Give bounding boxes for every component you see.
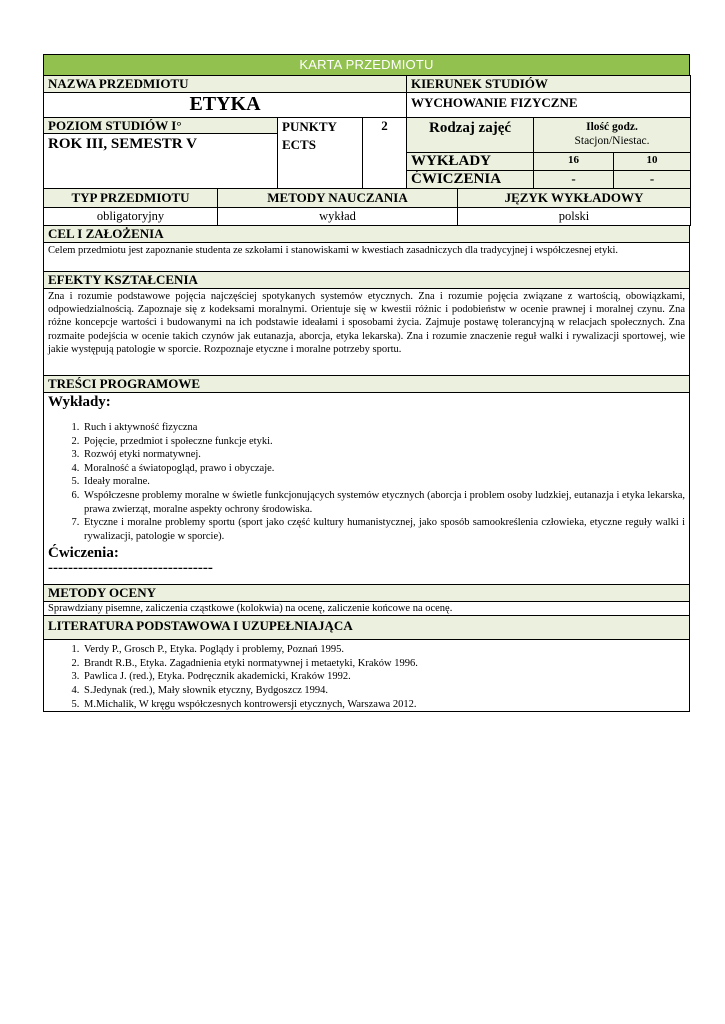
lecture-list <box>48 421 685 543</box>
literature-body <box>44 640 690 712</box>
type-value: obligatoryjny <box>44 207 218 225</box>
exercises-stationary: - <box>534 171 614 189</box>
course-info-table <box>43 75 691 189</box>
hours-sub: Stacjon/Niestac. <box>574 135 650 147</box>
subject-name-label: NAZWA PRZEDMIOTU <box>44 76 407 93</box>
methods-value: wykład <box>218 207 458 225</box>
lectures-extramural: 10 <box>614 153 691 171</box>
type-label: TYP PRZEDMIOTU <box>44 189 218 207</box>
literature-item: 2. Brandt R.B., Etyka. Zagadnienia etyki normatywnej i metaetyki, Kraków 1996. <box>82 657 685 671</box>
literature-item: 5. M.Michalik, W kręgu współczesnych kontrowersji etycznych, Warszawa 2012. <box>82 698 685 712</box>
exercises-heading: Ćwiczenia: <box>48 545 119 562</box>
field-value: WYCHOWANIE FIZYCZNE <box>407 93 691 118</box>
card-banner: KARTA PRZEDMIOTU <box>43 54 690 75</box>
course-card <box>43 54 690 712</box>
field-label: KIERUNEK STUDIÓW <box>407 76 691 93</box>
effects-text: Zna i rozumie podstawowe pojęcia najczęściej spotykanych systemów etycznych. Zna i rozumie pojęcia związane z wartością, obowiązkami, odpowiedzialnością. Zapoznaje się z kodeksami moralnymi. Orientuje się w kwestii różnic i podobieństw w ocenie prawnej i moralnej czynu. Zna różne koncepcje wartości i budowanymi na ich podstawie ideałami i sposobami życia. Zajmuje postawę tolerancyjną w relacjach społecznych. Zna rozmaite podejścia w ocenie takich czynów jak eutanazja, aborcja, etyka lekarska). Zna i rozumie znaczenie reguł walki i rywalizacji sportowej, wie jakie występują patologie w sporcie. Rozpoznaje etyczne i moralne potrzeby sportu. <box>44 289 690 376</box>
hours-label: Ilość godz. <box>586 121 638 133</box>
lecture-item: 6. Współczesne problemy moralne w świetle funkcjonujących systemów etycznych (aborcja i problem osoby ludzkiej, eutanazja i etyka lekarska, prawa zwierząt, moralne aspekty ochrony środowiska. <box>82 489 685 516</box>
assessment-label: METODY OCENY <box>44 585 690 602</box>
lecture-item: 7. Etyczne i moralne problemy sportu (sport jako część kultury humanistycznej, jako sposób samookreślenia człowieka, etyczne reguły walki i rywalizacji, patologie w sporcie). <box>82 516 685 543</box>
content-label: TREŚCI PROGRAMOWE <box>44 376 690 393</box>
assessment-text: Sprawdziany pisemne, zaliczenia cząstkowe (kolokwia) na ocenę, zaliczenie końcowe na ocenę. <box>44 602 690 616</box>
effects-label: EFEKTY KSZTAŁCENIA <box>44 272 690 289</box>
subject-name: ETYKA <box>44 93 407 118</box>
goal-text: Celem przedmiotu jest zapoznanie studenta ze szkołami i stanowiskami w kwestiach zasadniczych dla tradycyjnej i współczesnej etyki. <box>44 243 690 272</box>
lectures-stationary: 16 <box>534 153 614 171</box>
exercises-extramural: - <box>614 171 691 189</box>
lecture-item: 1. Ruch i aktywność fizyczna <box>82 421 685 435</box>
literature-item: 4. S.Jedynak (red.), Mały słownik etyczny, Bydgoszcz 1994. <box>82 684 685 698</box>
goal-label: CEL I ZAŁOŻENIA <box>44 226 690 243</box>
level-label: POZIOM STUDIÓW I° <box>44 118 278 134</box>
language-label: JĘZYK WYKŁADOWY <box>458 189 691 207</box>
ects-label: PUNKTY ECTS <box>278 118 363 189</box>
year-semester: ROK III, SEMESTR V <box>44 134 278 189</box>
lectures-heading: Wykłady: <box>48 394 111 410</box>
literature-item: 3. Pawlica J. (red.), Etyka. Podręcznik akademicki, Kraków 1992. <box>82 670 685 684</box>
sections-table <box>43 226 690 713</box>
lectures-label: WYKŁADY <box>407 153 534 171</box>
literature-item: 1. Verdy P., Grosch P., Etyka. Poglądy i problemy, Poznań 1995. <box>82 643 685 657</box>
literature-label: LITERATURA PODSTAWOWA I UZUPEŁNIAJĄCA <box>44 616 690 640</box>
exercises-label: ĆWICZENIA <box>407 171 534 189</box>
lecture-item: 5. Ideały moralne. <box>82 475 685 489</box>
literature-list <box>48 643 685 711</box>
hours-header <box>534 118 691 153</box>
type-table <box>43 189 691 226</box>
ects-value: 2 <box>363 118 407 189</box>
lecture-item: 2. Pojęcie, przedmiot i społeczne funkcje etyki. <box>82 435 685 449</box>
methods-label: METODY NAUCZANIA <box>218 189 458 207</box>
language-value: polski <box>458 207 691 225</box>
content-body <box>44 393 690 585</box>
class-type-label: Rodzaj zajęć <box>407 118 534 153</box>
lecture-item: 3. Rozwój etyki normatywnej. <box>82 448 685 462</box>
lecture-item: 4. Moralność a światopogląd, prawo i obyczaje. <box>82 462 685 476</box>
exercises-dashes: --------------------------------- <box>48 560 213 577</box>
